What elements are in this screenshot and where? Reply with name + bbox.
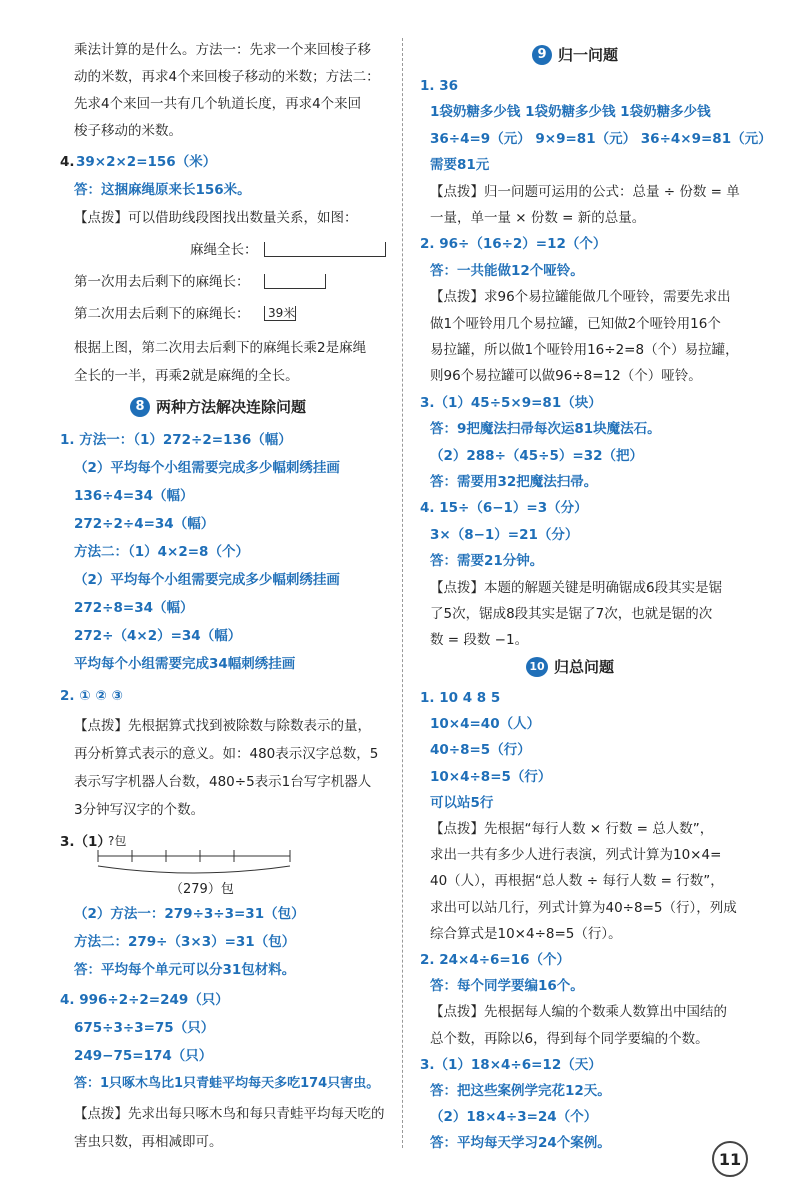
section-number-badge: 8 — [130, 397, 150, 417]
lines10-line: 40÷8=5（行） — [430, 742, 531, 759]
lines9-line: 一量，单一量 × 份数 = 新的总量。 — [430, 210, 646, 226]
lines9-line: 则96个易拉罐可以做96÷8=12（个）哑铃。 — [430, 368, 702, 385]
section-9-heading — [532, 44, 618, 65]
s8-q3-head: 3.（1） — [60, 834, 111, 850]
s8-q1-line: 1. 方法一：（1）272÷2=136（幅） — [60, 432, 292, 448]
lines10-line: 答：把这些案例学完花12天。 — [430, 1083, 611, 1099]
q4-answer: 答：这捆麻绳原来长156米。 — [74, 182, 251, 198]
s8-q1-line: 方法二：（1）4×2=8（个） — [74, 544, 249, 560]
rope-first-segment — [264, 274, 326, 289]
lines9-line: 【点拨】本题的解题关键是明确锯成6段其实是锯 — [430, 579, 723, 596]
lines10-line: 10×4÷8=5（行） — [430, 768, 552, 785]
lines9-line: 4. 15÷（6−1）=3（分） — [420, 500, 588, 517]
intro-line: 先求4个来回一共有几个轨道长度，再求4个来回 — [74, 96, 362, 112]
s8-q3-bag-label: ?包 — [108, 834, 127, 848]
lines9-line: 答：需要用32把魔法扫帚。 — [430, 474, 598, 490]
page-number: 11 — [712, 1141, 748, 1177]
lines10-line: 总个数，再除以6，得到每个同学要编的个数。 — [430, 1030, 709, 1047]
lines10-line: 1. 10 4 8 5 — [420, 690, 501, 706]
lines10-line: 10×4=40（人） — [430, 716, 541, 733]
s8-q4-tip-line: 【点拨】先求出每只啄木鸟和每只青蛙平均每天吃的 — [74, 1106, 385, 1122]
lines10-line: 综合算式是10×4÷8=5（行）。 — [430, 925, 622, 942]
s8-q2-tip-line: 表示写字机器人台数，480÷5表示1台写字机器人 — [74, 774, 372, 790]
s8-q3-line: 答：平均每个单元可以分31包材料。 — [74, 962, 296, 978]
s8-q1-line: 272÷2÷4=34（幅） — [74, 516, 215, 532]
lines9-line: 1. 36 — [420, 78, 459, 94]
rope-full-segment — [264, 242, 386, 257]
s8-q3-total-label: （279）包 — [170, 882, 234, 897]
lines10-line: （2）18×4÷3=24（个） — [430, 1109, 598, 1126]
rope-second-label: 第二次用去后剩下的麻绳长： — [74, 306, 250, 322]
lines9-line: 了5次，锯成8段其实是锯了7次，也就是锯的次 — [430, 606, 713, 622]
lines10-line: 求出一共有多少人进行表演，列式计算为10×4= — [430, 847, 722, 864]
lines10-line: 2. 24×4÷6=16（个） — [420, 952, 571, 968]
s8-q4-line: 249−75=174（只） — [74, 1048, 213, 1064]
s8-q1-line: 272÷8=34（幅） — [74, 600, 194, 616]
lines10-line: 答：平均每天学习24个案例。 — [430, 1135, 611, 1152]
lines9-line: 答：需要21分钟。 — [430, 553, 544, 570]
rope-full-label: 麻绳全长： — [190, 242, 258, 258]
section-title: 归一问题 — [558, 46, 619, 64]
lines9-line: 数 = 段数 −1。 — [430, 632, 529, 649]
lines9-line: 易拉罐，所以做1个哑铃用16÷2=8（个）易拉罐， — [430, 342, 739, 358]
q4-tail-line: 根据上图，第二次用去后剩下的麻绳长乘2是麻绳 — [74, 340, 367, 356]
s8-q1-line: （2）平均每个小组需要完成多少幅刺绣挂画 — [74, 460, 340, 476]
s8-q4-line: 答：1只啄木鸟比1只青蛙平均每天多吃174只害虫。 — [74, 1076, 380, 1091]
section-8-heading — [130, 396, 306, 417]
s8-q3-segment-diagram — [94, 848, 294, 882]
rope-39-label: 39米 — [268, 306, 296, 320]
intro-line: 乘法计算的是什么。方法一：先求一个来回梭子移 — [74, 42, 371, 58]
s8-q4-line: 4. 996÷2÷2=249（只） — [60, 992, 229, 1008]
lines9-line: 做1个哑铃用几个易拉罐，已知做2个哑铃用16个 — [430, 315, 721, 332]
lines9-line: 答：一共能做12个哑铃。 — [430, 262, 584, 279]
lines9-line: 答：9把魔法扫帚每次运81块魔法石。 — [430, 421, 661, 438]
section-number-badge: 9 — [532, 45, 552, 65]
s8-q4-line: 675÷3÷3=75（只） — [74, 1020, 215, 1036]
s8-q3-line: 方法二：279÷（3×3）=31（包） — [74, 934, 296, 950]
question-number: 4. — [60, 154, 75, 170]
lines10-line: 【点拨】先根据每人编的个数乘人数算出中国结的 — [430, 1004, 727, 1021]
lines9-line: 36÷4=9（元） 9×9=81（元） 36÷4×9=81（元） — [430, 130, 772, 147]
lines9-line: 1袋奶糖多少钱 1袋奶糖多少钱 1袋奶糖多少钱 — [430, 104, 711, 121]
s8-q2-tip-line: 【点拨】先根据算式找到被除数与除数表示的量， — [74, 718, 371, 734]
s8-q2-tip-line: 再分析算式表示的意义。如：480表示汉字总数，5 — [74, 746, 379, 762]
intro-line: 梭子移动的米数。 — [74, 123, 182, 139]
s8-q1-line: 136÷4=34（幅） — [74, 488, 194, 504]
s8-q1-line: 272÷（4×2）=34（幅） — [74, 628, 242, 644]
lines10-line: 可以站5行 — [430, 794, 494, 811]
s8-q1-line: 平均每个小组需要完成34幅刺绣挂画 — [74, 656, 296, 672]
s8-q3-line: （2）方法一：279÷3÷3=31（包） — [74, 906, 305, 922]
lines9-line: 【点拨】求96个易拉罐能做几个哑铃，需要先求出 — [430, 289, 731, 306]
lines9-line: 需要81元 — [430, 157, 490, 174]
lines10-line: 3.（1）18×4÷6=12（天） — [420, 1056, 602, 1073]
q4-tip: 【点拨】可以借助线段图找出数量关系，如图： — [74, 210, 358, 226]
s8-q1-line: （2）平均每个小组需要完成多少幅刺绣挂画 — [74, 572, 340, 588]
s8-q2: 2. ① ② ③ — [60, 688, 123, 704]
section-10-heading — [526, 656, 614, 677]
section-title: 归总问题 — [554, 658, 615, 676]
q4-tail-line: 全长的一半，再乘2就是麻绳的全长。 — [74, 368, 299, 384]
q4-calc: 39×2×2=156（米） — [76, 154, 217, 170]
s8-q4-tip-line: 害虫只数，再相减即可。 — [74, 1134, 223, 1150]
section-title: 两种方法解决连除问题 — [156, 398, 307, 416]
column-divider — [402, 38, 403, 1148]
lines9-line: （2）288÷（45÷5）=32（把） — [430, 447, 643, 464]
lines9-line: 2. 96÷（16÷2）=12（个） — [420, 236, 607, 253]
intro-line: 动的米数，再求4个来回梭子移动的米数；方法二： — [74, 69, 380, 85]
section-number-badge: 10 — [526, 657, 548, 677]
lines9-line: 3×（8−1）=21（分） — [430, 526, 579, 543]
lines10-line: 答：每个同学要编16个。 — [430, 978, 584, 995]
rope-first-label: 第一次用去后剩下的麻绳长： — [74, 274, 250, 290]
s8-q2-tip-line: 3分钟写汉字的个数。 — [74, 802, 205, 818]
lines10-line: 【点拨】先根据“每行人数 × 行数 = 总人数”， — [430, 821, 714, 837]
lines9-line: 3.（1）45÷5×9=81（块） — [420, 394, 602, 411]
lines10-line: 40（人），再根据“总人数 ÷ 每行人数 = 行数”， — [430, 873, 724, 890]
lines10-line: 求出可以站几行，列式计算为40÷8=5（行），列成 — [430, 899, 737, 916]
lines9-line: 【点拨】归一问题可运用的公式：总量 ÷ 份数 = 单 — [430, 183, 740, 200]
